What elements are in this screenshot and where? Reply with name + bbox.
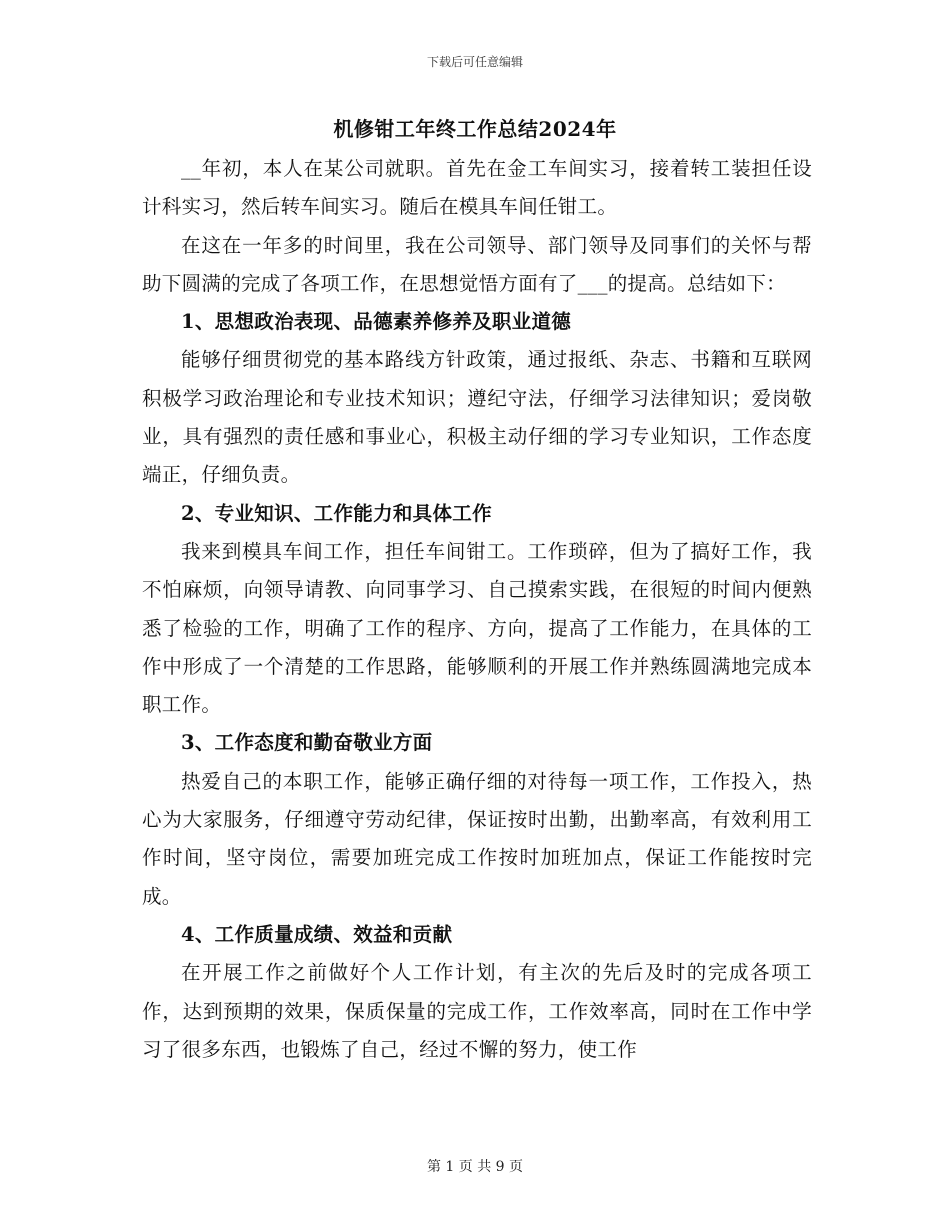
page-number-footer: 第 1 页 共 9 页 [426, 1159, 524, 1175]
section-heading-2: 2、专业知识、工作能力和具体工作 [181, 501, 492, 525]
section-heading-4: 4、工作质量成绩、效益和贡献 [181, 922, 453, 946]
document-title: 机修钳工年终工作总结2024年 [333, 117, 617, 141]
section-body-4: 在开展工作之前做好个人工作计划，有主次的先后及时的完成各项工作，达到预期的效果，保质保量的完成工作，工作效率高，同时在工作中学习了很多东西，也锻炼了自己，经过不懈的努力，使工作 [142, 961, 812, 1061]
section-body-1: 能够仔细贯彻党的基本路线方针政策，通过报纸、杂志、书籍和互联网积极学习政治理论和专业技术知识；遵纪守法，仔细学习法律知识；爱岗敬业，具有强烈的责任感和事业心，积极主动仔细的学习专业知识，工作态度端正，仔细负责。 [142, 348, 812, 487]
intro-paragraph-2: 在这在一年多的时间里，我在公司领导、部门领导及同事们的关怀与帮助下圆满的完成了各项工作，在思想觉悟方面有了___的提高。总结如下： [142, 233, 812, 295]
section-body-2: 我来到模具车间工作，担任车间钳工。工作琐碎，但为了搞好工作，我不怕麻烦，向领导请教、向同事学习、自己摸索实践，在很短的时间内便熟悉了检验的工作，明确了工作的程序、方向，提高了工作能力，在具体的工作中形成了一个清楚的工作思路，能够顺利的开展工作并熟练圆满地完成本职工作。 [142, 539, 812, 717]
section-heading-1: 1、思想政治表现、品德素养修养及职业道德 [181, 310, 572, 334]
page-header-note: 下载后可任意编辑 [426, 55, 523, 69]
section-body-3: 热爱自己的本职工作，能够正确仔细的对待每一项工作，工作投入，热心为大家服务，仔细遵守劳动纪律，保证按时出勤，出勤率高，有效利用工作时间，坚守岗位，需要加班完成工作按时加班加点，保证工作能按时完成。 [142, 769, 812, 908]
intro-paragraph-1: __年初，本人在某公司就职。首先在金工车间实习，接着转工装担任设计科实习，然后转车间实习。随后在模具车间任钳工。 [142, 157, 812, 219]
document-body [142, 150, 812, 1069]
section-heading-3: 3、工作态度和勤奋敬业方面 [181, 731, 433, 755]
